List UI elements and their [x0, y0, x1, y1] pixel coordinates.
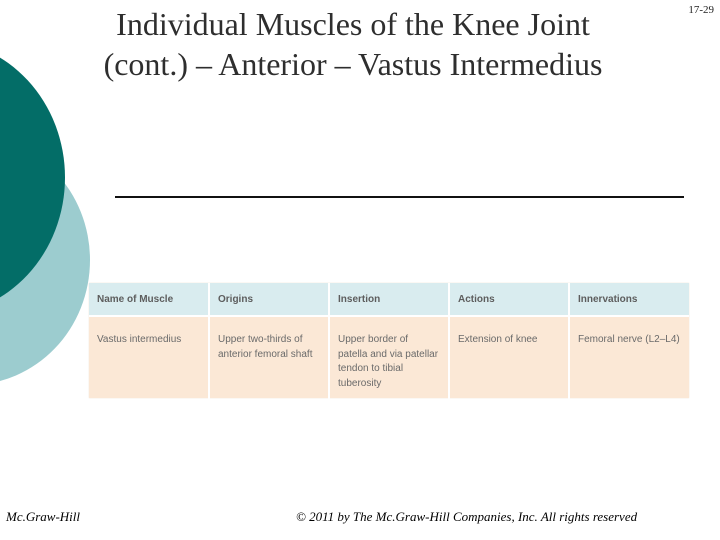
column-header-innervations: Innervations — [569, 283, 689, 316]
footer-copyright: © 2011 by The Mc.Graw-Hill Companies, Inc. All rights reserved — [296, 509, 638, 524]
table-header-row — [89, 283, 689, 316]
column-header-name-of-muscle: Name of Muscle — [89, 283, 209, 316]
column-header-actions: Actions — [449, 283, 569, 316]
slide-title-line-1: Individual Muscles of the Knee Joint — [116, 6, 590, 42]
column-header-origins: Origins — [209, 283, 329, 316]
slide-title-line-2: (cont.) – Anterior – Vastus Intermedius — [103, 46, 603, 82]
slide-title — [40, 4, 666, 84]
cell-origins: Upper two-thirds of anterior femoral shaft — [209, 316, 329, 399]
cell-muscle-name: Vastus intermedius — [89, 316, 209, 399]
muscle-table — [89, 283, 689, 399]
column-header-insertion: Insertion — [329, 283, 449, 316]
horizontal-divider — [115, 196, 684, 198]
table-row — [89, 316, 689, 399]
cell-insertion: Upper border of patella and via patellar tendon to tibial tuberosity — [329, 316, 449, 399]
footer-publisher: Mc.Graw-Hill — [6, 509, 81, 524]
muscle-table-container — [89, 283, 689, 398]
slide-number: 17-29 — [688, 4, 714, 16]
cell-actions: Extension of knee — [449, 316, 569, 399]
cell-innervations: Femoral nerve (L2–L4) — [578, 334, 680, 345]
